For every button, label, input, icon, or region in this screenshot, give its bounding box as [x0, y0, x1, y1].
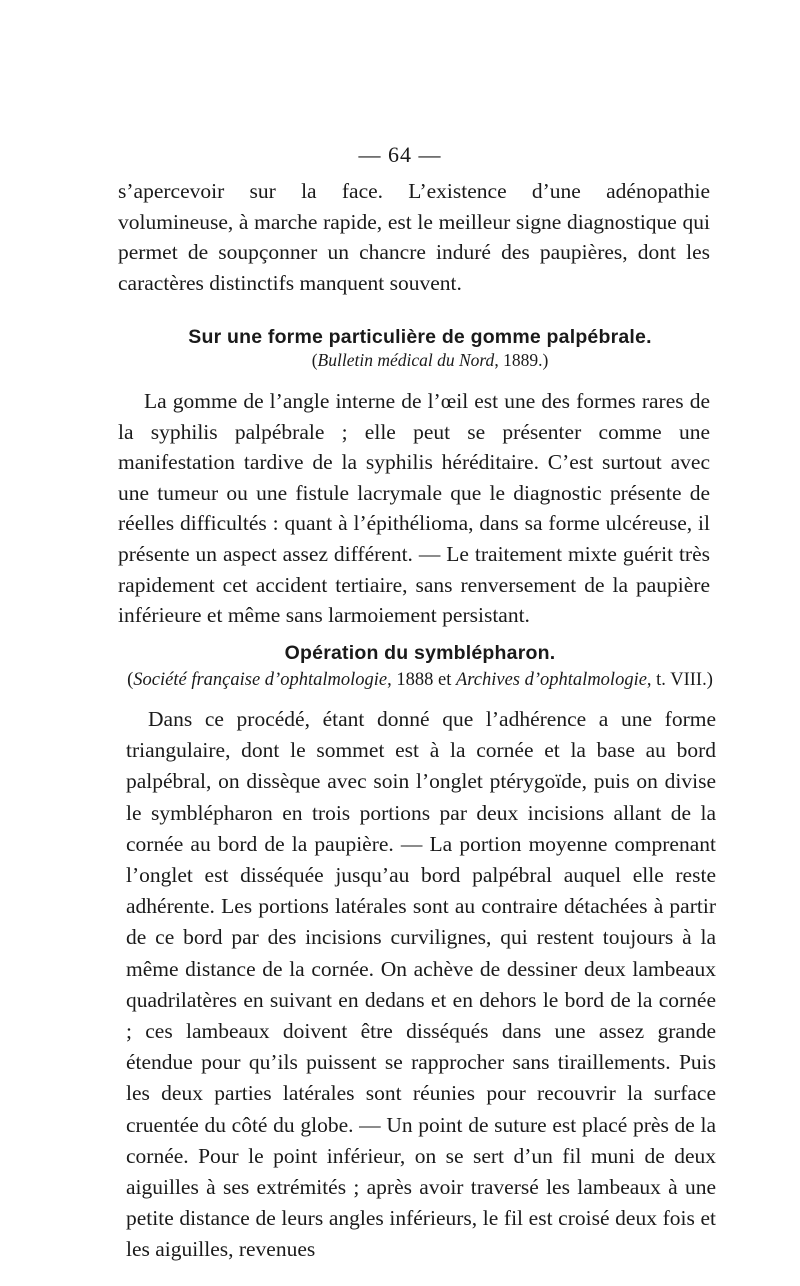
source-journal-1: Société française d’ophtalmologie: [133, 670, 388, 690]
source-journal: Bulletin médical du Nord: [317, 350, 495, 370]
source-open: (: [311, 350, 318, 370]
source-rest: , 1889.): [494, 350, 549, 370]
section-source-gomme: [30, 350, 800, 371]
section-heading-gomme: Sur une forme particulière de gomme palpébrale.: [188, 326, 652, 348]
paragraph-intro: s’apercevoir sur la face. L’existence d’une adénopathie volumineuse, à marche rapide, est le meilleur signe diagnostique qui permet de soupçonner un chancre induré des paupières, dont les caractères distinctifs manquent souvent.: [118, 179, 710, 295]
source-journal-2: Archives d’ophtalmologie: [455, 670, 647, 690]
paragraph-symblepharon: Dans ce procédé, étant donné que l’adhérence a une forme triangulaire, dont le sommet est à la cornée et la base au bord palpébral, on dissèque avec soin l’onglet ptérygoïde, puis on divise le symblépharon en trois portions par deux incisions allant de la cornée au bord de la paupière. — La portion moyenne comprenant l’onglet est disséquée jusqu’au bord palpébral auquel elle reste adhérente. Les portions latérales sont au contraire détachées à partir de ce bord par des incisions curvilignes, qui restent toujours à la même distance de la cornée. On achève de dessiner deux lambeaux quadrilatères en suivant en dedans et en dehors le bord de la cornée ; ces lambeaux doivent être disséqués dans une assez grande étendue pour qu’ils puissent se rapprocher sans tiraillements. Puis les deux parties latérales sont réunies pour recouvrir la surface cruentée du côté du globe. — Un point de suture est placé près de la cornée. Pour le point inférieur, on se sert d’un fil muni de deux aiguilles à ses extrémités ; après avoir traversé les lambeaux à une petite distance de leurs angles inférieurs, le fil est croisé deux fois et les aiguilles, revenues: [126, 707, 716, 1262]
section-source-symblepharon: [20, 670, 800, 691]
source-mid: , 1888 et: [387, 670, 456, 690]
section-heading-symblepharon: Opération du symblépharon.: [284, 642, 556, 664]
source-rest: , t. VIII.): [646, 670, 713, 690]
paragraph-gomme: La gomme de l’angle interne de l’œil est une des formes rares de la syphilis palpébrale ; elle peut se présenter comme une manifestation tardive de la syphilis héréditaire. C’est surtout avec une tumeur ou une fistule lacrymale que le diagnostic présente de réelles difficultés : quant à l’épithélioma, dans sa forme ulcéreuse, il présente un aspect assez différent. — Le traitement mixte guérit très rapidement cet accident tertiaire, sans renversement de la paupière inférieure et même sans larmoiement persistant.: [118, 389, 710, 628]
page-number: — 64 —: [358, 142, 442, 167]
source-open: (: [127, 670, 134, 690]
